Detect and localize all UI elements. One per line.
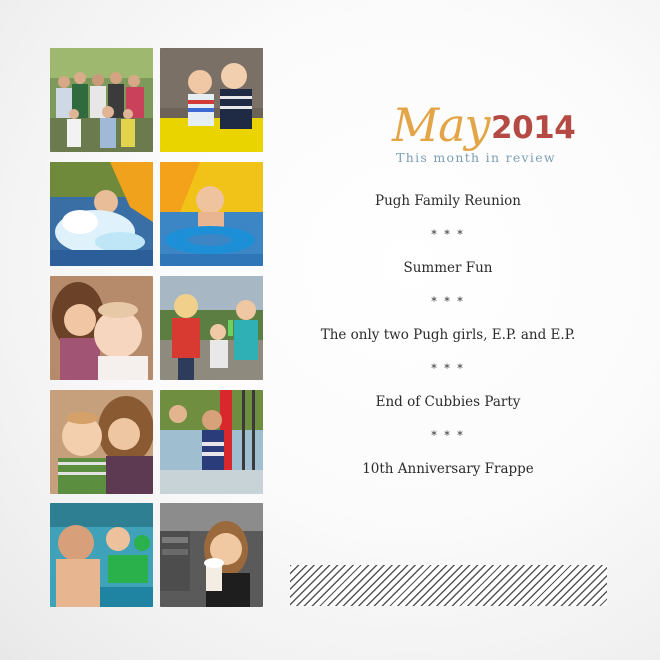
- photo-grid: [50, 48, 264, 608]
- separator: * * *: [431, 295, 465, 308]
- separator: * * *: [431, 362, 465, 375]
- photo-anniversary-frappe: [160, 503, 263, 607]
- photo-swimming-pool: [50, 503, 153, 607]
- photo-mom-and-son: [50, 390, 153, 494]
- list-item: Summer Fun: [403, 260, 493, 276]
- striped-banner: [290, 565, 607, 606]
- list-item: 10th Anniversary Frappe: [362, 461, 534, 477]
- list-item: The only two Pugh girls, E.P. and E.P.: [320, 327, 576, 343]
- month-title: [392, 96, 574, 176]
- month-subtitle: This month in review: [396, 150, 556, 165]
- photo-two-boys: [160, 48, 263, 152]
- separator: * * *: [431, 429, 465, 442]
- photo-water-slide-float: [160, 162, 263, 266]
- month-name: May: [392, 98, 490, 152]
- year-number: 2014: [491, 110, 576, 146]
- list-item: End of Cubbies Party: [375, 394, 521, 410]
- list-item: Pugh Family Reunion: [375, 193, 521, 209]
- photo-family-reunion: [50, 48, 153, 152]
- photo-two-girls: [50, 276, 153, 380]
- photo-girl-splash-pad: [160, 390, 263, 494]
- photo-water-slide-splash: [50, 162, 153, 266]
- photo-boys-popsicles: [160, 276, 263, 380]
- separator: * * *: [431, 228, 465, 241]
